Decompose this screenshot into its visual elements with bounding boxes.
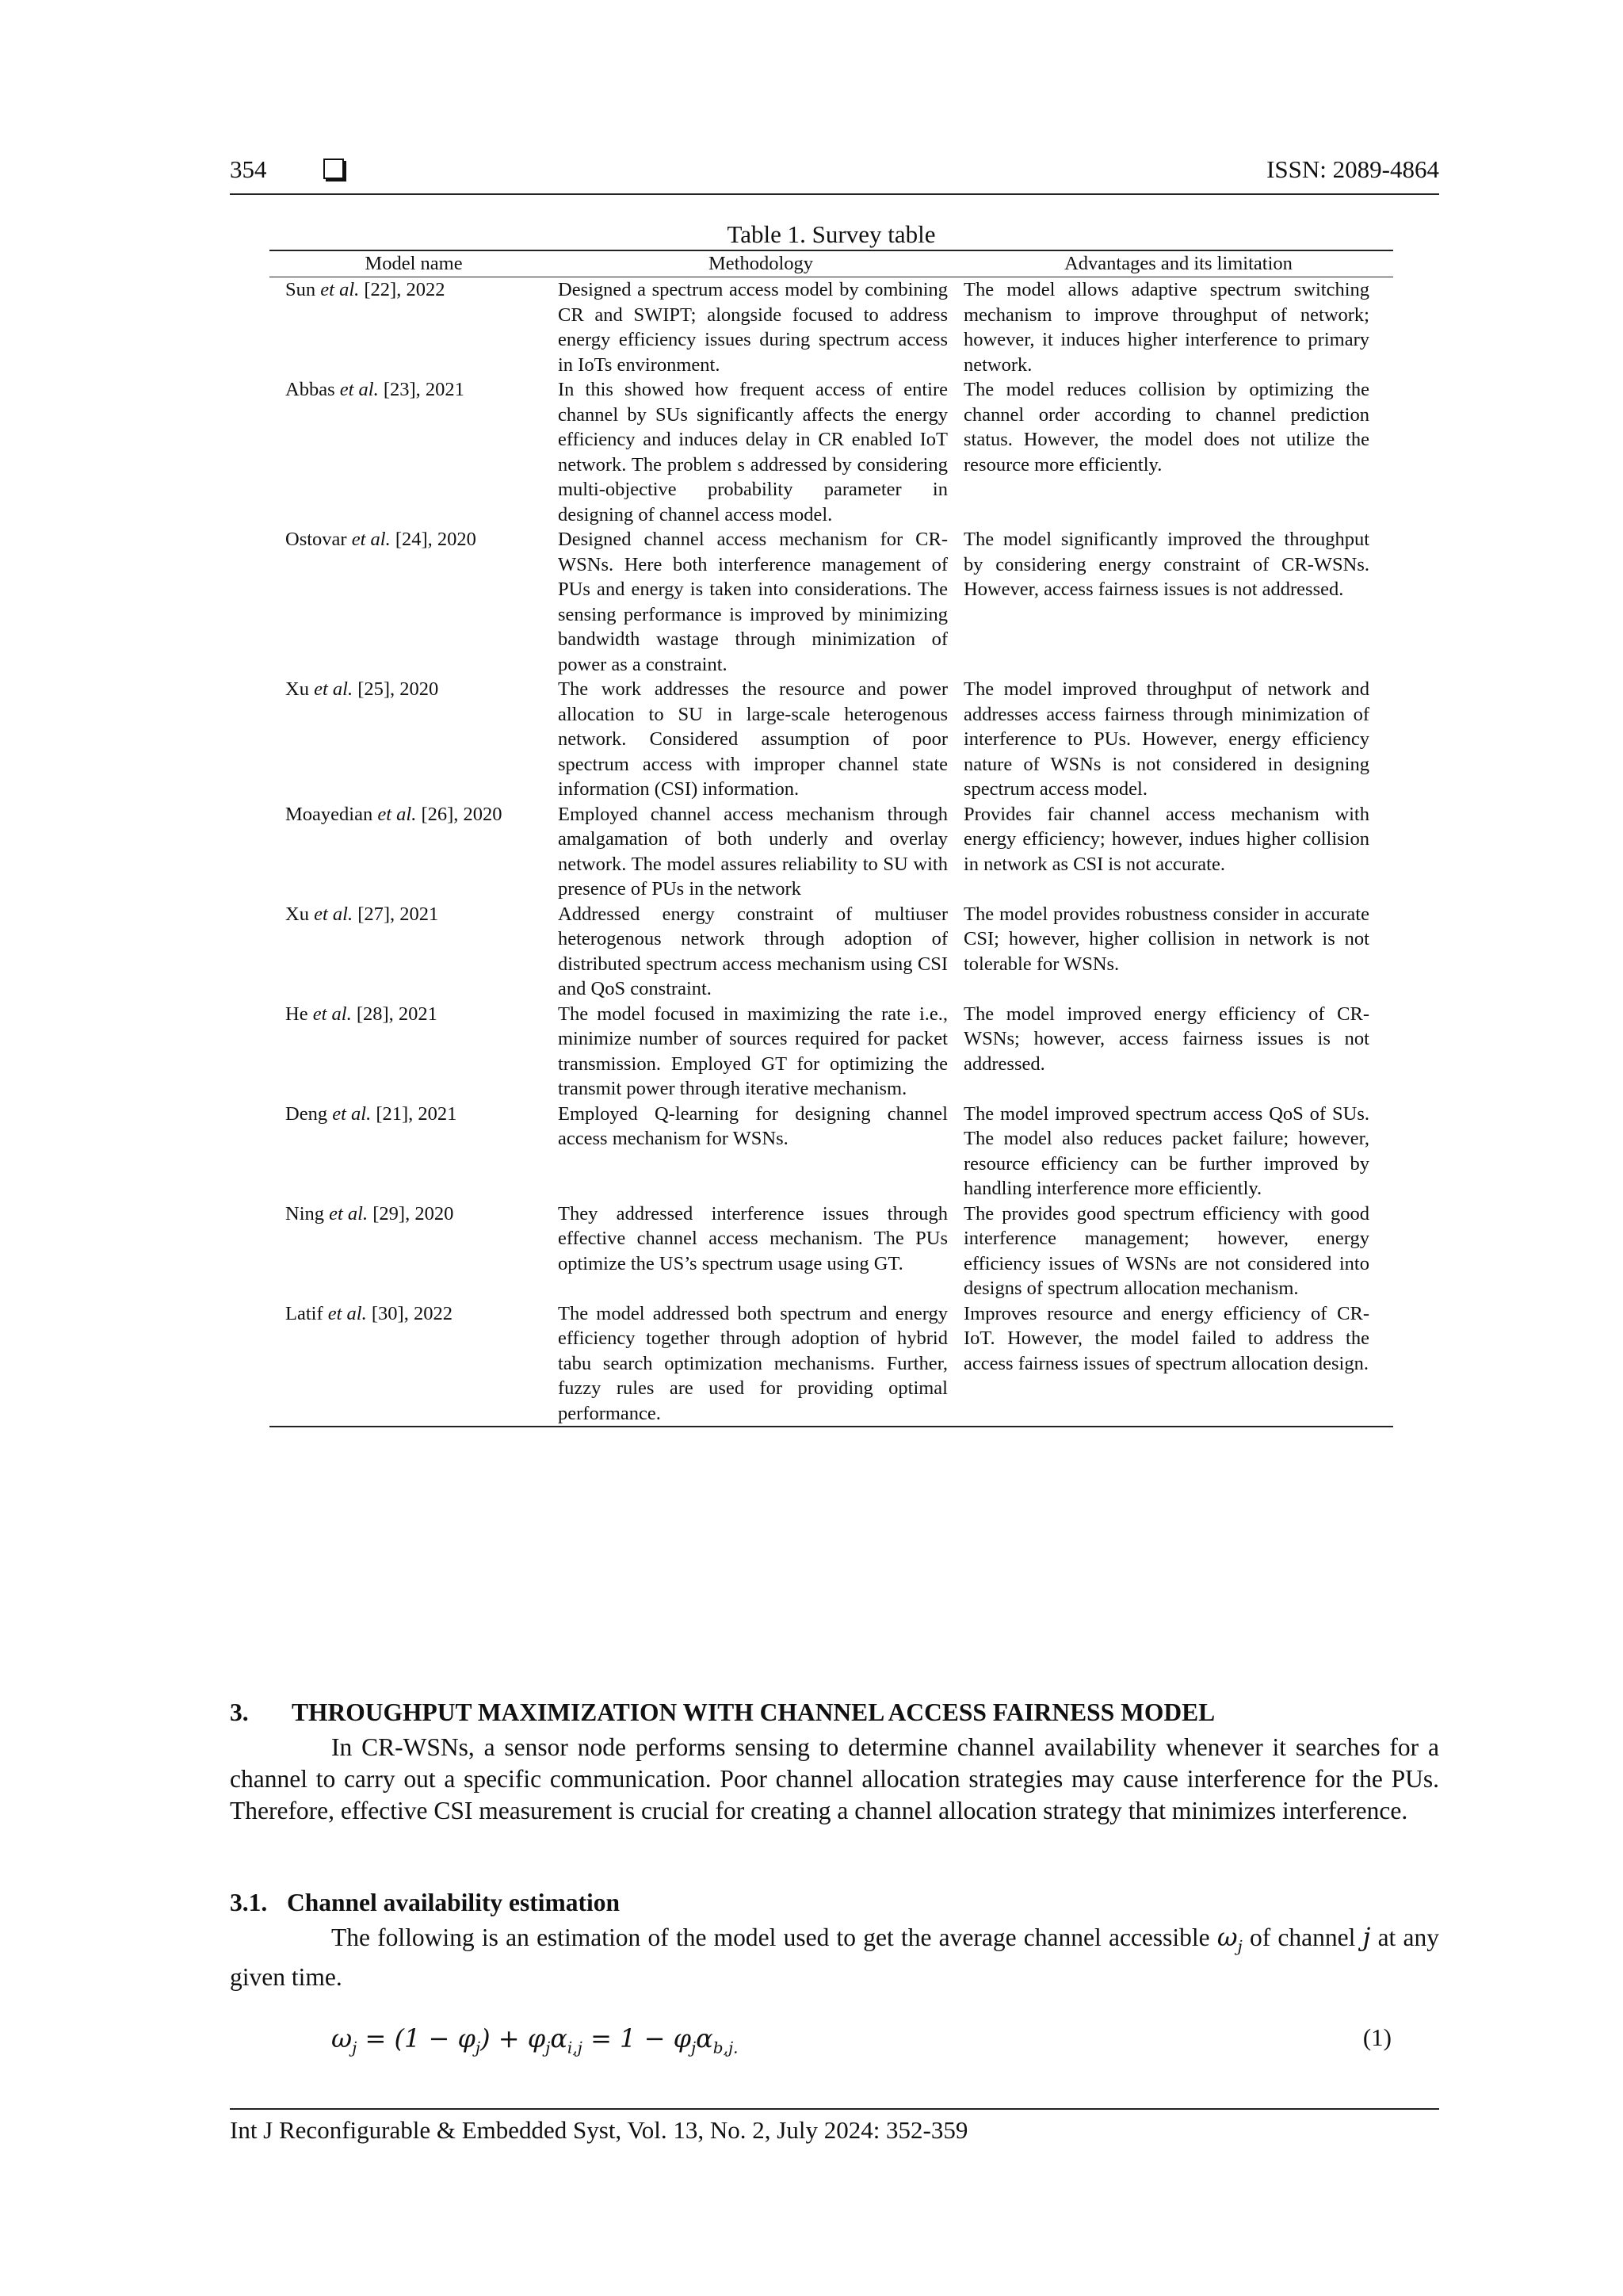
methodology-cell: The model addressed both spectrum and energy efficiency together through adoption of hybrid tabu search optimization mechanisms. Further, fuzzy rules are used for providing optimal performance. bbox=[558, 1301, 964, 1427]
advantages-cell: The model provides robustness consider in accurate CSI; however, higher collision in network is not tolerable for WSNs. bbox=[964, 903, 1369, 975]
survey-table bbox=[269, 250, 1393, 1427]
model-name-cell: Xu et al. [27], 2021 bbox=[285, 903, 439, 925]
methodology-cell: They addressed interference issues through effective channel access mechanism. The PUs optimize the US’s spectrum usage using GT. bbox=[558, 1202, 948, 1274]
omega-symbol: $\omega_j$ bbox=[1216, 1924, 1243, 1956]
table-row bbox=[269, 802, 1393, 902]
survey-table-body bbox=[269, 277, 1393, 1427]
table-row bbox=[269, 677, 1393, 802]
page-footer: Int J Reconfigurable & Embedded Syst, Vol. 13, No. 2, July 2024: 352-359 bbox=[230, 2108, 1439, 2145]
methodology-cell: The work addresses the resource and power allocation to SU in large-scale heterogenous network. Considered assumption of poor spectrum access with improper channel state information (CSI) information. bbox=[558, 678, 948, 800]
square-box-icon bbox=[323, 159, 344, 179]
subsection-number: 3.1. bbox=[230, 1889, 268, 1916]
advantages-cell: Provides fair channel access mechanism with energy efficiency; however, indues higher collision in network as CSI is not accurate. bbox=[964, 803, 1369, 875]
table-row bbox=[269, 377, 1393, 527]
section-3-heading bbox=[230, 1698, 1215, 1727]
advantages-cell: The model reduces collision by optimizing the channel order according to channel prediction status. However, the model does not utilize the resource more efficiently. bbox=[964, 379, 1369, 476]
table-row bbox=[269, 1301, 1393, 1427]
section-title: THROUGHPUT MAXIMIZATION WITH CHANNEL ACCESS FAIRNESS MODEL bbox=[292, 1698, 1216, 1726]
methodology-cell: Employed Q-learning for designing channel access mechanism for WSNs. bbox=[558, 1102, 948, 1149]
model-name-cell: He et al. [28], 2021 bbox=[285, 1003, 437, 1025]
model-name-cell: Deng et al. [21], 2021 bbox=[285, 1102, 457, 1125]
issn: ISSN: 2089-4864 bbox=[1266, 155, 1439, 183]
section-3-1-heading bbox=[230, 1889, 620, 1917]
section-number: 3. bbox=[230, 1698, 249, 1726]
advantages-cell: Improves resource and energy efficiency of CR-IoT. However, the model failed to address the access fairness issues of spectrum allocation design. bbox=[964, 1301, 1393, 1427]
page-header bbox=[230, 155, 1439, 195]
advantages-cell: The model significantly improved the throughput by considering energy constraint of CR-WSNs. However, access fairness issues is not addressed. bbox=[964, 529, 1369, 600]
section-3-paragraph: In CR-WSNs, a sensor node performs sensing to determine channel availability whenever it searches for a channel to carry out a specific communication. Poor channel allocation strategies may cause interference for the PUs. Therefore, effective CSI measurement is crucial for creating a channel allocation strategy that minimizes interference. bbox=[230, 1733, 1439, 1824]
column-header-methodology: Methodology bbox=[558, 250, 964, 277]
column-header-model-name: Model name bbox=[269, 250, 558, 277]
table-row bbox=[269, 277, 1393, 378]
equation-1: $\omega_j = (1 - \varphi_j) + \varphi_j\alpha_{i,j} = 1 - \varphi_j\alpha_{b,j.}$ (1) bbox=[331, 2023, 1392, 2057]
advantages-cell: The model allows adaptive spectrum switching mechanism to improve throughput of network; however, it induces higher interference to primary network. bbox=[964, 279, 1369, 376]
table-row bbox=[269, 1002, 1393, 1102]
advantages-cell: The model improved energy efficiency of CR-WSNs; however, access fairness issues is not addressed. bbox=[964, 1003, 1369, 1075]
model-name-cell: Abbas et al. [23], 2021 bbox=[285, 379, 464, 400]
table-row bbox=[269, 902, 1393, 1002]
subsection-title: Channel availability estimation bbox=[287, 1889, 621, 1916]
methodology-cell: Addressed energy constraint of multiuser heterogenous network through adoption of distributed spectrum access mechanism using CSI and QoS constraint. bbox=[558, 903, 948, 999]
advantages-cell: The model improved spectrum access QoS of SUs. The model also reduces packet failure; however, resource efficiency can be further improved by handling interference more efficiently. bbox=[964, 1102, 1369, 1199]
model-name-cell: Moayedian et al. [26], 2020 bbox=[285, 803, 502, 825]
equation-number: (1) bbox=[1362, 2023, 1392, 2051]
table-row bbox=[269, 527, 1393, 677]
methodology-cell: In this showed how frequent access of entire channel by SUs significantly affects the energy efficiency and induces delay in CR enabled IoT network. The problem s addressed by considering multi-objective probability parameter in designing of channel access model. bbox=[558, 379, 948, 525]
table-row bbox=[269, 1201, 1393, 1301]
model-name-cell: Latif et al. [30], 2022 bbox=[269, 1301, 558, 1427]
methodology-cell: The model focused in maximizing the rate i.e., minimize number of sources required for packet transmission. Employed GT for optimizing the transmit power through iterative mechanism. bbox=[558, 1003, 948, 1099]
j-symbol: j bbox=[1362, 1924, 1371, 1952]
section-3-1-paragraph: The following is an estimation of the model used to get the average channel accessible $\omega_j$ of channel j at any given time. bbox=[230, 1924, 1440, 1992]
model-name-cell: Sun et al. [22], 2022 bbox=[285, 279, 445, 300]
column-header-advantages: Advantages and its limitation bbox=[964, 250, 1393, 277]
model-name-cell: Ostovar et al. [24], 2020 bbox=[285, 529, 476, 550]
model-name-cell: Xu et al. [25], 2020 bbox=[285, 678, 439, 700]
methodology-cell: Designed a spectrum access model by combining CR and SWIPT; alongside focused to address energy efficiency issues during spectrum access in IoTs environment. bbox=[558, 279, 948, 376]
model-name-cell: Ning et al. [29], 2020 bbox=[285, 1202, 454, 1224]
table-caption: Table 1. Survey table bbox=[727, 220, 936, 248]
page-number: 354 bbox=[230, 155, 267, 183]
methodology-cell: Designed channel access mechanism for CR-WSNs. Here both interference management of PUs and energy is taken into considerations. The sensing performance is improved by minimizing bandwidth wastage through minimization of power as a constraint. bbox=[558, 529, 948, 675]
table-header-row bbox=[269, 250, 1393, 277]
advantages-cell: The model improved throughput of network and addresses access fairness through minimization of interference to PUs. However, energy efficiency nature of WSNs is not considered in designing spectrum access model. bbox=[964, 678, 1369, 800]
table-row bbox=[269, 1102, 1393, 1201]
advantages-cell: The provides good spectrum efficiency with good interference management; however, energy efficiency issues of WSNs are not considered into designs of spectrum allocation mechanism. bbox=[964, 1202, 1369, 1299]
methodology-cell: Employed channel access mechanism through amalgamation of both underly and overlay network. The model assures reliability to SU with presence of PUs in the network bbox=[558, 803, 948, 900]
